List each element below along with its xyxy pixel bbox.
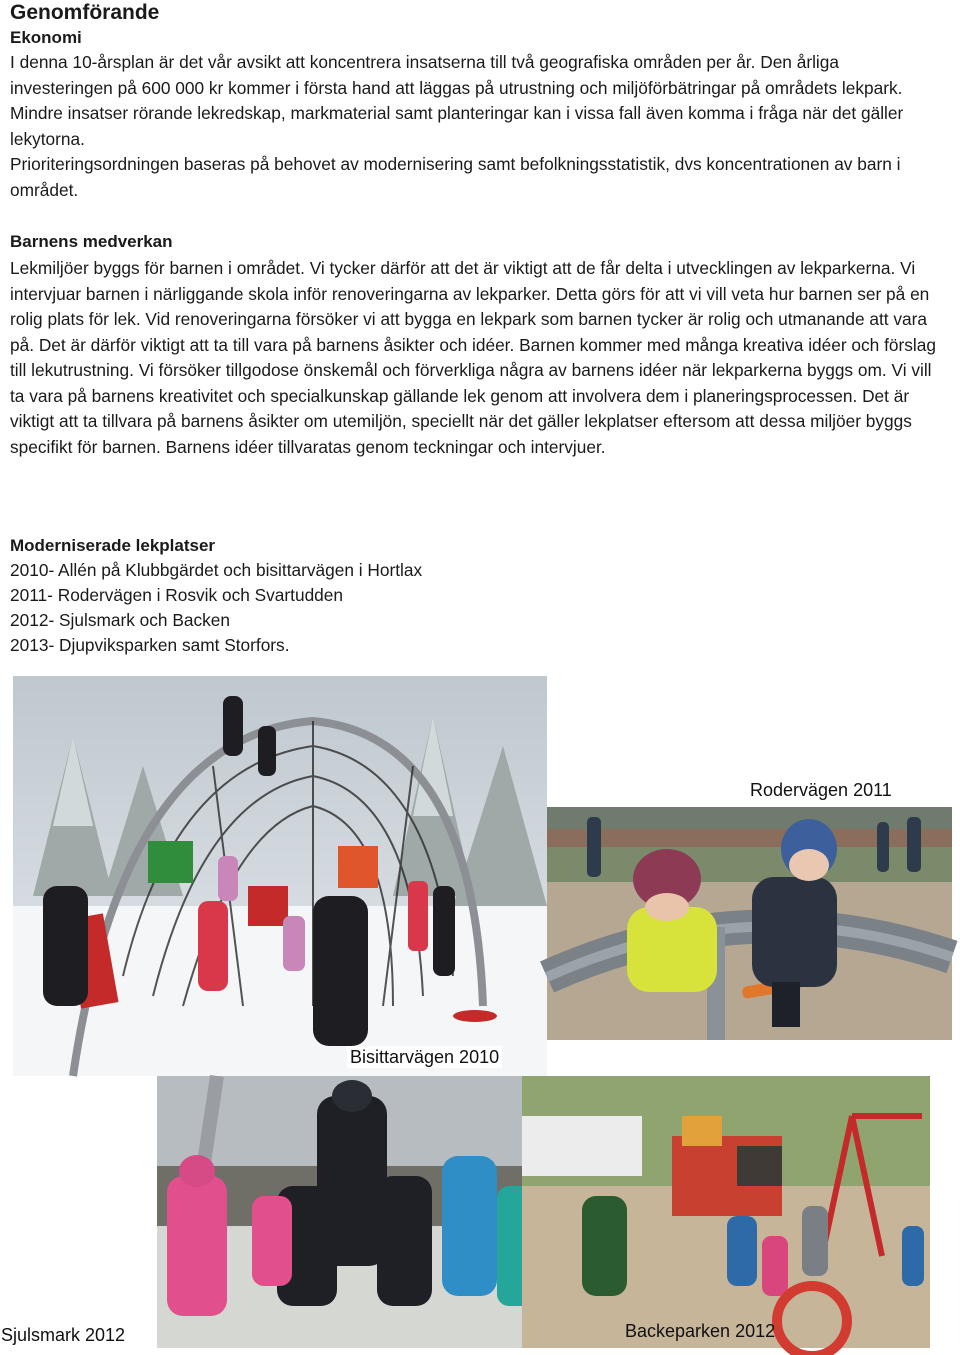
photo-caption: Rodervägen 2011	[747, 779, 895, 801]
children-section	[10, 230, 940, 460]
photo-backeparken	[522, 1076, 930, 1348]
economy-paragraph-2: Prioriteringsordningen baseras på behovet av modernisering samt befolkningsstatistik, dvs koncentrationen av barn i området.	[10, 154, 901, 200]
photo-caption: Backeparken 2012	[625, 1321, 776, 1341]
photo-rodervagen	[547, 780, 952, 1040]
modernized-item: 2010- Allén på Klubbgärdet och bisittarvägen i Hortlax	[10, 560, 423, 580]
photo-sjulsmark	[157, 1076, 545, 1348]
children-heading: Barnens medverkan	[10, 232, 173, 251]
section-title: Genomförande	[10, 1, 160, 24]
page-header	[10, 0, 940, 50]
economy-paragraph-1: I denna 10-årsplan är det vår avsikt att koncentrera insatserna till två geografiska områden per år. Den årliga investeringen på 600 000 kr kommer i första hand att läggas på utrustning och miljöförbätringar på områdets lekpark. Mindre insatser rörande lekredskap, markmaterial samt planteringar kan i vissa fall även komma i fråga när det gäller lekytorna.	[10, 52, 904, 149]
photo-caption: Bisittarvägen 2010	[347, 1046, 502, 1068]
children-paragraph: Lekmiljöer byggs för barnen i området. Vi tycker därför att det är viktigt att de får delta i utvecklingen av lekparkerna. Vi intervjuar barnen i närliggande skola inför renoveringarna av lekparker. Detta görs för att vi vill veta hur barnen ser på en rolig plats för lek. Vid renoveringarna försöker vi att bygga en lekpark som barnen tycker är rolig och utmanande att vara på. Det är därför viktigt att ta till vara på barnens åsikter och idéer. Barnen kommer med många kreativa idéer och förslag till lekutrustning. Vi försöker tillgodose önskemål och förverkliga några av barnens idéer när lekparkerna byggs om. Vi vill ta vara på barnens kreativitet och specialkunskap gällande lek genom att involvera dem i planeringsprocessen. Det är viktigt att ta tillvara på barnens åsikter om utemiljön, speciellt när det gäller lekplatser eftersom att dessa miljöer byggs specifikt för barnen. Barnens idéer tillvaratas genom teckningar och intervjuer.	[10, 258, 936, 457]
modernized-heading: Moderniserade lekplatser	[10, 536, 216, 555]
economy-section	[10, 50, 940, 203]
modernized-item: 2011- Rodervägen i Rosvik och Svartudden	[10, 585, 344, 605]
modernized-item: 2012- Sjulsmark och Backen	[10, 610, 230, 630]
modernized-item: 2013- Djupviksparken samt Storfors.	[10, 635, 290, 655]
photo-caption-sjulsmark: Sjulsmark 2012	[0, 1324, 128, 1346]
photo-bisittarvagen	[13, 676, 547, 1076]
modernized-section	[10, 534, 940, 658]
economy-heading: Ekonomi	[10, 28, 82, 47]
